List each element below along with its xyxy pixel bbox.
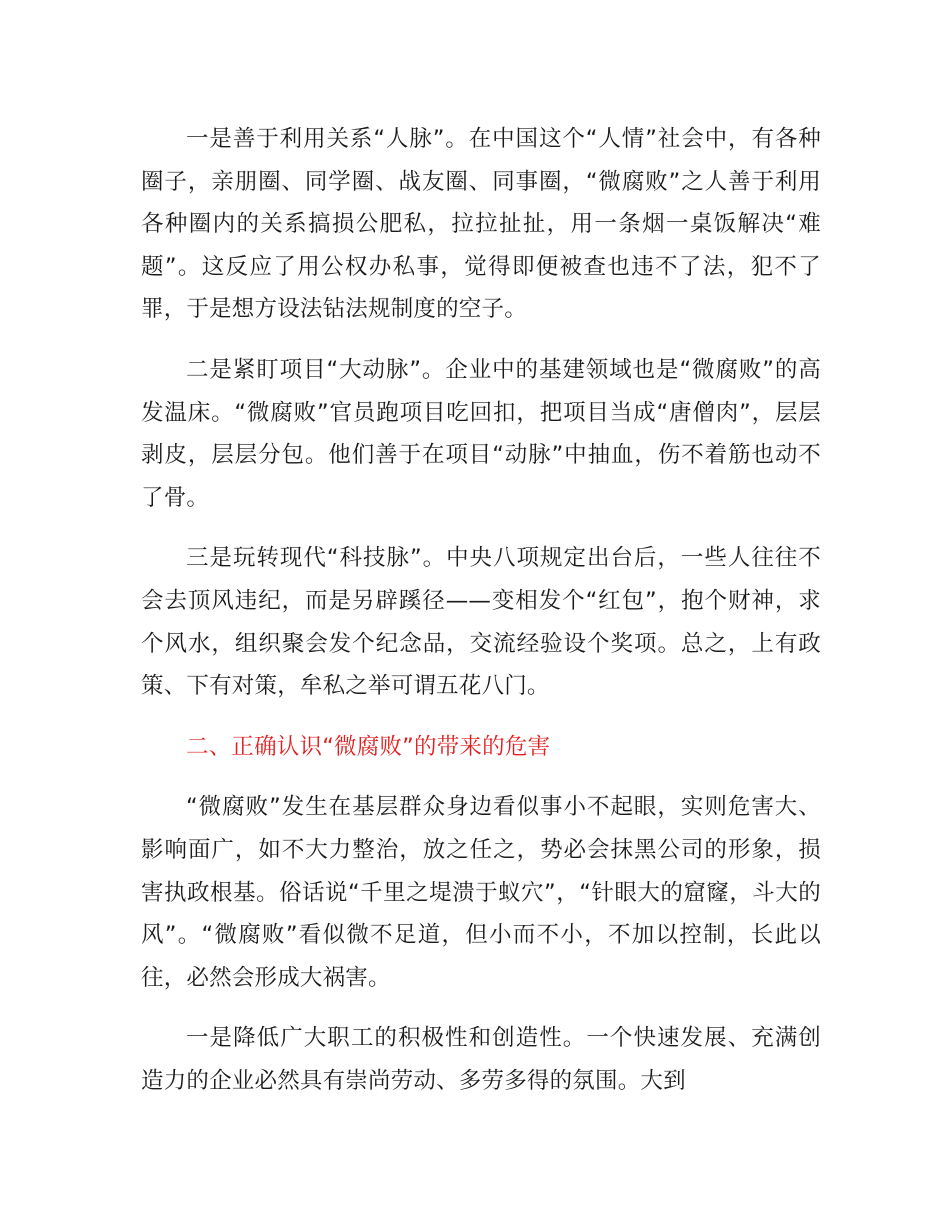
document-body — [141, 118, 821, 1102]
paragraph-harms-overview: “微腐败”发生在基层群众身边看似事小不起眼，实则危害大、影响面广，如不大力整治，放之任之，势必会抹黑公司的形象，损害执政根基。俗话说“千里之堤溃于蚁穴”，“针眼大的窟窿，斗大的风”。“微腐败”看似微不足道，但小而不小，不加以控制，长此以往，必然会形成大祸害。 — [141, 794, 821, 991]
paragraph-project-artery: 二是紧盯项目“大动脉”。企业中的基建领域也是“微腐败”的高发温床。“微腐败”官员跑项目吃回扣，把项目当成“唐僧肉”，层层剥皮，层层分包。他们善于在项目“动脉”中抽血，伤不着筋也动不了骨。 — [141, 356, 821, 511]
section-heading-harms: 二、正确认识“微腐败”的带来的危害 — [186, 733, 551, 760]
paragraph-employee-motivation: 一是降低广大职工的积极性和创造性。一个快速发展、充满创造力的企业必然具有崇尚劳动、多劳多得的氛围。大到 — [141, 1025, 821, 1094]
paragraph-technology-channel: 三是玩转现代“科技脉”。中央八项规定出台后，一些人往往不会去顶风违纪，而是另辟蹊径——变相发个“红包”，抱个财神，求个风水，组织聚会发个纪念品，交流经验设个奖项。总之，上有政策、下有对策，牟私之举可谓五花八门。 — [141, 545, 821, 700]
paragraph-social-connections: 一是善于利用关系“人脉”。在中国这个“人情”社会中，有各种圈子，亲朋圈、同学圈、战友圈、同事圈，“微腐败”之人善于利用各种圈内的关系搞损公肥私，拉拉扯扯，用一条烟一桌饭解决“难题”。这反应了用公权办私事，觉得即便被查也违不了法，犯不了罪，于是想方设法钻法规制度的空子。 — [141, 126, 821, 323]
